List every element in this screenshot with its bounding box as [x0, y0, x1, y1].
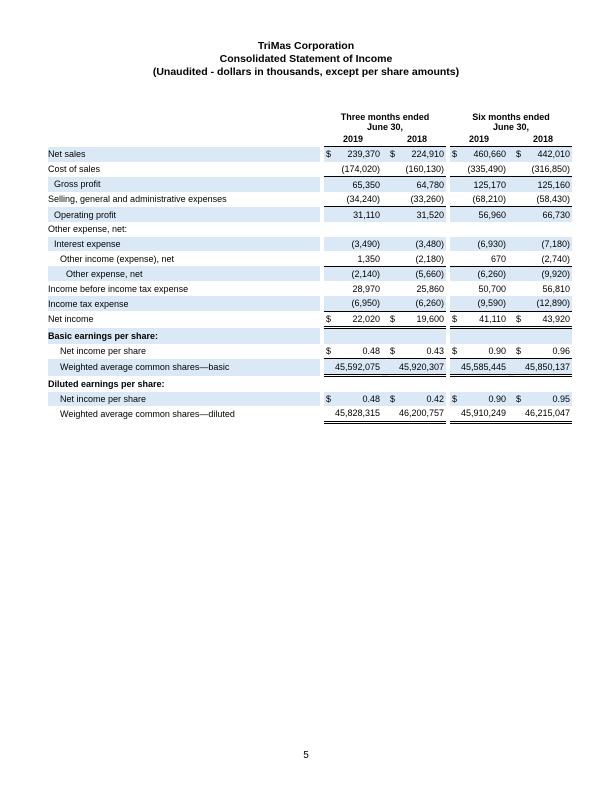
currency-symbol: $	[390, 149, 396, 160]
value-cell	[450, 296, 508, 311]
table-row	[48, 207, 572, 222]
cell-value: 65,350	[352, 179, 380, 190]
cell-value: 56,960	[478, 209, 507, 220]
currency-symbol: $	[452, 346, 458, 357]
cell-value: 125,160	[537, 179, 571, 190]
cell-value: (6,950)	[351, 298, 380, 309]
table-row	[48, 406, 572, 422]
cell-value: (2,740)	[541, 253, 571, 264]
value-cell	[514, 296, 572, 311]
cell-value: (12,890)	[536, 298, 571, 309]
cell-value: (58,430)	[536, 194, 571, 205]
currency-symbol: $	[326, 149, 332, 160]
value-cell	[514, 251, 572, 266]
value-cell	[450, 344, 508, 359]
cell-value: 460,660	[473, 149, 507, 160]
row-label: Net income per share	[48, 392, 320, 407]
currency-symbol: $	[516, 149, 522, 160]
value-cell	[324, 147, 382, 162]
value-cell	[388, 162, 446, 177]
table-row	[48, 237, 572, 252]
income-statement-table	[48, 108, 572, 424]
cell-value: (335,490)	[467, 163, 507, 174]
year-header: 2019	[450, 132, 508, 147]
currency-symbol: $	[516, 393, 522, 404]
value-cell	[514, 359, 572, 376]
currency-symbol: $	[516, 313, 522, 324]
value-cell	[324, 222, 382, 237]
cell-value: (9,920)	[541, 269, 571, 280]
cell-value: 45,920,307	[398, 361, 445, 372]
value-cell	[388, 311, 446, 328]
company-name: TriMas Corporation	[257, 40, 355, 52]
value-cell	[324, 192, 382, 207]
value-cell	[388, 392, 446, 407]
row-label: Weighted average common shares—basic	[48, 359, 320, 376]
table-row	[48, 266, 572, 281]
table-row	[48, 251, 572, 266]
cell-value: 0.48	[362, 346, 380, 357]
row-label: Cost of sales	[48, 164, 101, 175]
cell-value: (316,850)	[531, 163, 571, 174]
row-label: Other expense, net:	[48, 224, 128, 235]
table-row	[48, 281, 572, 296]
value-cell	[514, 376, 572, 392]
cell-value: (6,930)	[477, 238, 507, 249]
statement-name: Consolidated Statement of Income	[219, 53, 393, 65]
cell-value: (2,180)	[415, 253, 445, 264]
value-cell	[450, 359, 508, 376]
value-cell	[450, 192, 508, 207]
currency-symbol: $	[326, 393, 332, 404]
cell-value: (34,240)	[346, 194, 380, 205]
table-row	[48, 344, 572, 359]
value-cell	[514, 162, 572, 177]
statement-body	[48, 147, 572, 423]
value-cell	[388, 147, 446, 162]
table-row	[48, 376, 572, 392]
cell-value: 25,860	[416, 283, 445, 294]
column-group-header-row	[48, 108, 572, 132]
value-cell	[514, 266, 572, 281]
value-cell	[324, 281, 382, 296]
cell-value: 66,730	[542, 209, 571, 220]
row-label: Interest expense	[48, 237, 320, 252]
row-label: Net sales	[48, 147, 320, 162]
value-cell	[324, 359, 382, 376]
cell-value: 41,110	[479, 313, 507, 324]
value-cell	[324, 207, 382, 222]
cell-value: 0.42	[426, 393, 445, 404]
cell-value: 239,370	[347, 149, 380, 160]
cell-value: (3,490)	[351, 238, 380, 249]
value-cell	[388, 281, 446, 296]
value-cell	[388, 344, 446, 359]
value-cell	[388, 237, 446, 252]
table-row	[48, 328, 572, 344]
value-cell	[324, 406, 382, 422]
cell-value: 31,110	[353, 209, 380, 220]
year-header: 2019	[324, 132, 382, 147]
row-label: Diluted earnings per share:	[48, 378, 165, 389]
value-cell	[324, 296, 382, 311]
table-row	[48, 192, 572, 207]
six-months-label: Six months ended	[472, 112, 550, 122]
value-cell	[388, 376, 446, 392]
value-cell	[514, 192, 572, 207]
value-cell	[450, 147, 508, 162]
value-cell	[450, 392, 508, 407]
row-label: Selling, general and administrative expenses	[48, 194, 227, 205]
statement-title-block	[0, 40, 612, 79]
cell-value: (68,210)	[472, 194, 507, 205]
cell-value: (174,020)	[341, 163, 380, 174]
currency-symbol: $	[326, 346, 332, 357]
cell-value: 45,850,137	[525, 361, 571, 372]
value-cell	[514, 406, 572, 422]
value-cell	[324, 251, 382, 266]
year-header-row	[48, 132, 572, 147]
value-cell	[324, 311, 382, 328]
currency-symbol: $	[516, 346, 522, 357]
value-cell	[324, 237, 382, 252]
cell-value: 0.95	[552, 393, 571, 404]
table-row	[48, 162, 572, 177]
value-cell	[514, 147, 572, 162]
cell-value: (2,140)	[351, 269, 380, 280]
year-header: 2018	[388, 132, 446, 147]
value-cell	[450, 237, 508, 252]
currency-symbol: $	[390, 313, 396, 324]
value-cell	[450, 207, 508, 222]
value-cell	[324, 266, 382, 281]
table-row	[48, 311, 572, 328]
value-cell	[514, 344, 572, 359]
currency-symbol: $	[452, 149, 458, 160]
cell-value: (7,180)	[541, 238, 571, 249]
cell-value: 0.90	[488, 393, 507, 404]
value-cell	[324, 177, 382, 192]
cell-value: 0.90	[488, 346, 507, 357]
value-cell	[388, 207, 446, 222]
cell-value: 50,700	[478, 283, 507, 294]
cell-value: 0.48	[362, 393, 380, 404]
value-cell	[514, 328, 572, 344]
value-cell	[324, 344, 382, 359]
cell-value: 0.96	[552, 346, 571, 357]
cell-value: (5,660)	[415, 269, 445, 280]
row-label: Gross profit	[48, 177, 320, 192]
cell-value: (6,260)	[415, 298, 445, 309]
table-row	[48, 147, 572, 162]
value-cell	[324, 376, 382, 392]
cell-value: 56,810	[542, 283, 571, 294]
page-number: 5	[303, 750, 309, 761]
cell-value: 31,520	[416, 209, 445, 220]
cell-value: 45,910,249	[460, 408, 507, 419]
row-label: Basic earnings per share:	[48, 328, 320, 344]
cell-value: 45,585,445	[460, 361, 507, 372]
cell-value: 19,600	[416, 313, 445, 324]
value-cell	[450, 251, 508, 266]
row-label: Operating profit	[48, 207, 320, 222]
currency-symbol: $	[390, 393, 396, 404]
value-cell	[450, 406, 508, 422]
value-cell	[514, 311, 572, 328]
cell-value: (160,130)	[405, 163, 445, 174]
value-cell	[514, 222, 572, 237]
table-row	[48, 177, 572, 192]
row-label: Net income per share	[60, 346, 147, 357]
value-cell	[450, 162, 508, 177]
row-label: Other income (expense), net	[60, 253, 175, 264]
statement-subtitle: (Unaudited - dollars in thousands, except per share amounts)	[152, 66, 460, 78]
row-label: Other expense, net	[48, 266, 320, 281]
table-row	[48, 392, 572, 407]
cell-value: 46,200,757	[398, 408, 445, 419]
value-cell	[450, 177, 508, 192]
cell-value: 64,780	[416, 179, 445, 190]
value-cell	[514, 281, 572, 296]
currency-symbol: $	[326, 313, 332, 324]
value-cell	[388, 406, 446, 422]
currency-symbol: $	[390, 346, 396, 357]
three-months-label: Three months ended	[340, 112, 430, 122]
value-cell	[388, 266, 446, 281]
value-cell	[388, 296, 446, 311]
table-row	[48, 296, 572, 311]
currency-symbol: $	[452, 313, 458, 324]
row-label: Income before income tax expense	[48, 283, 189, 294]
value-cell	[388, 359, 446, 376]
cell-value: 0.43	[426, 346, 445, 357]
value-cell	[514, 177, 572, 192]
cell-value: 43,920	[542, 313, 571, 324]
cell-value: 125,170	[473, 179, 507, 190]
cell-value: 224,910	[411, 149, 445, 160]
value-cell	[514, 237, 572, 252]
six-months-date: June 30,	[493, 122, 530, 132]
cell-value: 45,592,075	[334, 361, 380, 372]
three-months-date: June 30,	[366, 122, 404, 132]
cell-value: (9,590)	[477, 298, 507, 309]
value-cell	[388, 328, 446, 344]
cell-value: (6,260)	[477, 269, 507, 280]
cell-value: 46,215,047	[525, 408, 571, 419]
value-cell	[388, 222, 446, 237]
value-cell	[450, 376, 508, 392]
cell-value: 45,828,315	[334, 408, 380, 419]
cell-value: (3,480)	[415, 238, 445, 249]
value-cell	[450, 281, 508, 296]
cell-value: 28,970	[352, 283, 380, 294]
six-months-header	[450, 108, 572, 132]
value-cell	[388, 192, 446, 207]
cell-value: 442,010	[537, 149, 571, 160]
cell-value: 22,020	[352, 313, 380, 324]
row-label: Weighted average common shares—diluted	[60, 409, 235, 420]
cell-value: 670	[490, 253, 507, 264]
value-cell	[450, 311, 508, 328]
table-row	[48, 222, 572, 237]
value-cell	[324, 392, 382, 407]
value-cell	[450, 328, 508, 344]
value-cell	[450, 266, 508, 281]
value-cell	[324, 328, 382, 344]
three-months-header	[324, 108, 446, 132]
value-cell	[514, 207, 572, 222]
value-cell	[324, 162, 382, 177]
value-cell	[514, 392, 572, 407]
value-cell	[388, 251, 446, 266]
currency-symbol: $	[452, 393, 458, 404]
year-header: 2018	[514, 132, 572, 147]
value-cell	[450, 222, 508, 237]
cell-value: (33,260)	[410, 194, 445, 205]
cell-value: 1,350	[357, 253, 380, 264]
value-cell	[388, 177, 446, 192]
row-label: Net income	[48, 314, 94, 325]
table-row	[48, 359, 572, 376]
row-label: Income tax expense	[48, 296, 320, 311]
